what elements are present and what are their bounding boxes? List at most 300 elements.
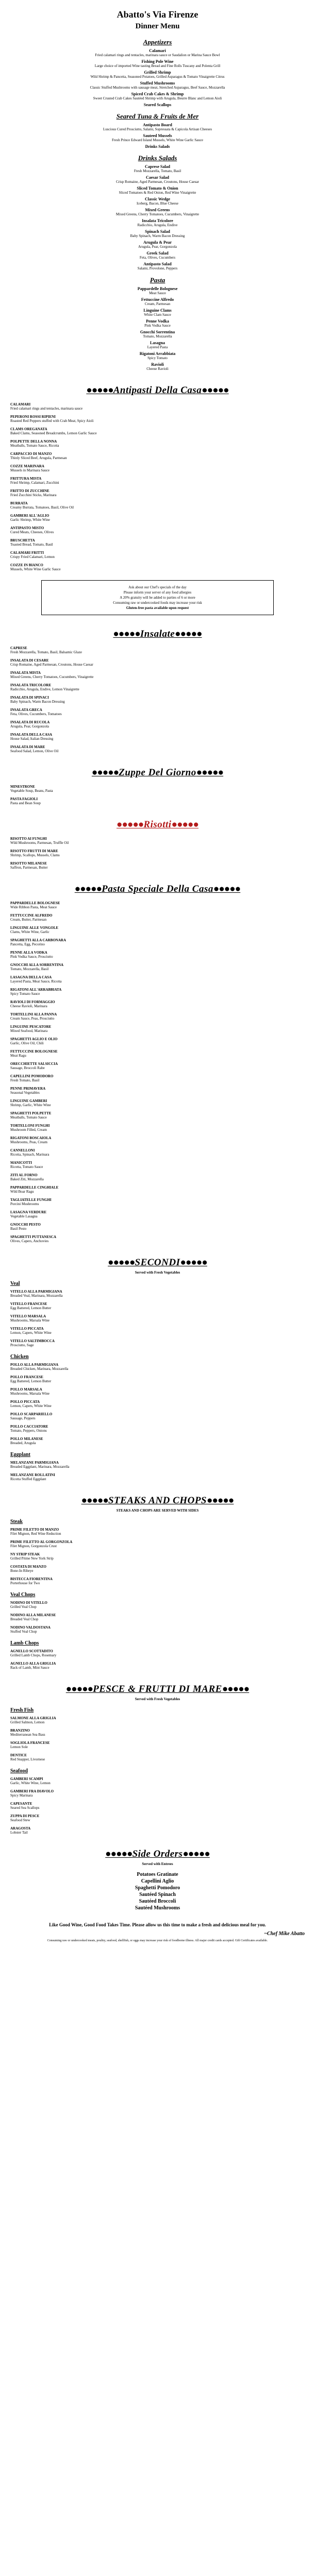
special-name: Penne Vodka	[146, 319, 169, 324]
dish-desc: Mussels, White Wine Garlic Sauce	[10, 567, 61, 571]
special-desc: Tomato, Mozzarella	[143, 334, 172, 338]
special-name: Greek Salad	[146, 251, 169, 256]
dish-desc: Saffron, Parmesan, Butter	[10, 866, 48, 870]
dish-name: ORECCHIETTE SALSICCIA	[10, 1062, 58, 1066]
special-desc: Sweet Crusted Crab Cakes Sautéed Shrimp with Arugula, Beurre Blanc and Lemon Aioli	[93, 96, 222, 100]
section-title-insalate	[10, 629, 305, 640]
menu-item	[10, 975, 305, 984]
dish-desc: Lemon, Capers, White Wine	[10, 1331, 52, 1335]
menu-item	[10, 1601, 305, 1609]
dish-desc: Mushrooms, Marsala Wine	[10, 1318, 49, 1323]
menu-item	[10, 1339, 305, 1348]
dish-name: RISOTTO FRUTTI DI MARE	[10, 849, 58, 853]
specials-heading: Drinks Salads	[138, 154, 177, 162]
dish-desc: Filet Mignon, Gorgonzola Crust	[10, 1544, 57, 1548]
dish-desc: Vegetable Soup, Beans, Pasta	[10, 789, 53, 793]
dish-name: SOGLIOLA FRANCESE	[10, 1741, 50, 1745]
special-name: Gnocchi Sorrentina	[140, 330, 175, 334]
menu-item	[10, 671, 305, 680]
dish-desc: Pink Vodka Sauce, Prosciutto	[10, 955, 53, 959]
dish-desc: Cured Meats, Cheeses, Olives	[10, 530, 54, 534]
dish-name: PENNE PRIMAVERA	[10, 1087, 46, 1091]
dish-desc: Sausage, Broccoli Rabe	[10, 1066, 45, 1070]
menu-item	[10, 1025, 305, 1033]
dish-desc: Breaded, Arugula	[10, 1441, 36, 1445]
menu-item	[10, 1753, 305, 1762]
side-item: Sautéed Spinach	[139, 1892, 176, 1897]
section-title-text: Risotti	[143, 819, 172, 830]
dish-desc: Wide Ribbon Pasta, Meat Sauce	[10, 905, 57, 909]
special-desc: Feta, Olives, Cucumbers	[139, 256, 176, 260]
special-desc: Cheese Ravioli	[146, 367, 169, 371]
dish-name: CLAMS OREGANATA	[10, 427, 47, 431]
dish-name: BURRATA	[10, 501, 28, 505]
specials-heading: Appetizers	[143, 38, 172, 46]
dish-desc: Tomato, Peppers, Onions	[10, 1429, 47, 1433]
title-dots: ●●●●●	[171, 819, 198, 830]
dish-name: SPAGHETTI PUTTANESCA	[10, 1235, 57, 1239]
menu-item	[10, 439, 305, 448]
section-title-text: STEAKS AND CHOPS	[108, 1495, 207, 1506]
dish-name: RAVIOLI DI FORMAGGIO	[10, 1000, 55, 1004]
menu-item	[10, 415, 305, 423]
menu-item	[10, 683, 305, 692]
dish-name: AGNELLO ALLA GRIGLIA	[10, 1662, 56, 1666]
section-title-zuppe	[10, 767, 305, 778]
title-dots: ●●●●●	[196, 767, 224, 778]
dish-name: NODINO ALLA MILANESE	[10, 1613, 56, 1617]
menu-item	[10, 1412, 305, 1421]
title-dots: ●●●●●	[105, 1849, 132, 1859]
menu-item	[10, 1613, 305, 1622]
dish-name: TORTELLINI ALLA PANNA	[10, 1012, 57, 1016]
title-dots: ●●●●●	[222, 1684, 250, 1694]
section-title-text: Insalate	[140, 629, 175, 639]
dish-desc: Red Snapper, Livornese	[10, 1757, 45, 1761]
category-title: Lamb Chops	[10, 1640, 39, 1646]
special-desc: Crisp Romaine, Aged Parmesan, Croutons, House Caesar	[116, 180, 199, 184]
dish-desc: Lemon, Capers, White Wine	[10, 1404, 52, 1408]
dish-desc: Pasta and Bean Soup	[10, 801, 41, 805]
menu-item	[10, 1528, 305, 1536]
special-desc: Arugula, Pear, Gorgonzola	[138, 245, 177, 249]
dish-name: FETTUCCINE BOLOGNESE	[10, 1049, 58, 1054]
title-dots: ●●●●●	[108, 1257, 135, 1268]
dish-name: CALAMARI	[10, 402, 31, 406]
category-title: Steak	[10, 1519, 23, 1524]
menu-item	[10, 1136, 305, 1145]
menu-item	[10, 720, 305, 729]
special-desc: Radicchio, Arugula, Endive	[137, 223, 178, 227]
dish-desc: Bone-In Ribeye	[10, 1569, 34, 1573]
menu-item	[10, 1161, 305, 1170]
side-item: Sautéed Mushrooms	[135, 1905, 180, 1911]
dish-name: INSALATA GRECA	[10, 708, 42, 712]
dish-name: LINGUINE GAMBERI	[10, 1099, 47, 1103]
category-title: Seafood	[10, 1768, 28, 1774]
category-title: Eggplant	[10, 1452, 30, 1458]
special-desc: Pink Vodka Sauce	[144, 324, 171, 328]
dish-desc: Crispy Fried Calamari, Lemon	[10, 555, 55, 559]
menu-item	[10, 913, 305, 922]
dish-name: CALAMARI FRITTI	[10, 551, 44, 555]
dish-name: LINGUINE PESCATORE	[10, 1025, 52, 1029]
special-name: Mixed Greens	[145, 208, 170, 212]
dish-name: RIGATONI ALL'ARRABBIATA	[10, 988, 62, 992]
special-desc: Salami, Provolone, Peppers	[137, 266, 178, 270]
menu-item	[10, 514, 305, 522]
menu-item	[10, 1012, 305, 1021]
menu-item	[10, 1716, 305, 1725]
dish-desc: Grilled Prime New York Strip	[10, 1556, 54, 1561]
dish-desc: Cheese Ravioli, Marinara	[10, 1004, 47, 1008]
special-name: Seared Scallops	[143, 103, 172, 107]
side-item: Capellini Aglio	[141, 1878, 174, 1884]
dish-name: NODINO DI VITELLO	[10, 1601, 47, 1605]
dish-desc: Seasonal Vegetables	[10, 1091, 40, 1095]
menu-name: Dinner Menu	[135, 22, 180, 30]
special-desc: Spicy Tomato	[147, 356, 168, 360]
section-title-text: Zuppe Del Giorno	[119, 767, 196, 778]
dish-desc: Mussels in Marinara Sauce	[10, 468, 50, 472]
dish-name: VITELLO SALTIMBOCCA	[10, 1339, 55, 1343]
title-dots: ●●●●●	[113, 629, 140, 639]
special-name: Calamari	[149, 48, 166, 53]
chef-name: Chef Mike Abatto	[267, 1931, 305, 1937]
dish-name: PAPPARDELLE CINGHIALE	[10, 1185, 59, 1190]
dish-name: GNOCCHI PESTO	[10, 1223, 41, 1227]
dish-desc: Egg Battered, Lemon Butter	[10, 1379, 52, 1383]
menu-item	[10, 1111, 305, 1120]
dish-desc: Porterhouse for Two	[10, 1581, 40, 1585]
title-dots: ●●●●●	[180, 1257, 207, 1268]
special-name: Spiced Crab Cakes & Shrimp	[131, 92, 184, 96]
dish-name: INSALATA TRICOLORE	[10, 683, 52, 687]
dish-desc: Seafood Salad, Lemon, Olive Oil	[10, 749, 59, 753]
menu-item	[10, 1099, 305, 1108]
menu-item	[10, 1074, 305, 1083]
dish-desc: Cream, Butter, Parmesan	[10, 918, 47, 922]
dish-desc: Prosciutto, Sage	[10, 1343, 34, 1347]
notice-line: Ask about our Chef's specials of the day	[128, 585, 187, 589]
dish-desc: Tomato, Mozzarella, Basil	[10, 967, 49, 971]
dish-desc: Grilled Salmon, Lemon	[10, 1720, 45, 1724]
dish-desc: Egg Battered, Lemon Butter	[10, 1306, 52, 1310]
dish-name: VITELLO MARSALA	[10, 1314, 46, 1318]
dish-name: SPAGHETTI ALLA CARBONARA	[10, 938, 67, 942]
special-desc: Cream, Parmesan	[144, 302, 171, 306]
menu-item	[10, 745, 305, 754]
dish-name: RISOTTO AI FUNGHI	[10, 837, 47, 841]
side-item: Spaghetti Pomodoro	[135, 1885, 180, 1891]
dish-name: DENTICE	[10, 1753, 27, 1757]
dish-name: INSALATA DI RUCOLA	[10, 720, 50, 724]
menu-item	[10, 1802, 305, 1810]
dish-desc: Basil Pesto	[10, 1227, 27, 1231]
dish-desc: Clams, White Wine, Garlic	[10, 930, 49, 934]
dish-name: CAPRESE	[10, 646, 27, 650]
dish-name: VITELLO PICCATA	[10, 1327, 44, 1331]
title-dots: ●●●●●	[117, 819, 144, 830]
dish-name: SPAGHETTI AGLIO E OLIO	[10, 1037, 58, 1041]
menu-item	[10, 646, 305, 655]
dish-desc: Stuffed Veal Chop	[10, 1630, 37, 1634]
category-title: Veal	[10, 1281, 20, 1286]
dish-name: ZUPPA DI PESCE	[10, 1814, 40, 1818]
dish-desc: Grilled Lamb Chops, Rosemary	[10, 1653, 57, 1657]
title-dots: ●●●●●	[175, 629, 202, 639]
menu-item	[10, 1037, 305, 1046]
dish-desc: Breaded Eggplant, Marinara, Mozzarella	[10, 1465, 70, 1469]
section-title-secondi	[10, 1257, 305, 1268]
dish-desc: Breaded Veal, Marinara, Mozzarella	[10, 1294, 63, 1298]
dish-name: POLLO SCARPARIELLO	[10, 1412, 53, 1416]
dish-name: LASAGNA VERDURE	[10, 1210, 47, 1214]
section-title-text: PESCE & FRUTTI DI MARE	[93, 1684, 222, 1694]
section-title-pasta_speciale	[10, 884, 305, 895]
dish-desc: Arugula, Pear, Gorgonzola	[10, 724, 49, 728]
dish-desc: Baked Ziti, Mozzarella	[10, 1177, 44, 1181]
dish-name: POLLO ALLA PARMIGIANA	[10, 1363, 59, 1367]
special-desc: Classic Stuffed Mushrooms with sausage meat, Stretched Asparagus, Beef Sauce, Mozzarella	[90, 86, 225, 90]
menu-item	[10, 1437, 305, 1446]
dish-name: PAPPARDELLE BOLOGNESE	[10, 901, 60, 905]
dish-desc: Ricotta, Spinach, Marinara	[10, 1153, 49, 1157]
dish-desc: Layered Pasta, Meat Sauce, Ricotta	[10, 979, 62, 984]
dish-name: COSTATA DI MANZO	[10, 1565, 47, 1569]
dish-desc: Mushrooms, Marsala Wine	[10, 1392, 49, 1396]
dish-desc: House Salad, Italian Dressing	[10, 737, 54, 741]
special-name: Fishing Pole Wine	[141, 59, 174, 64]
dish-name: AGNELLO SCOTTADITO	[10, 1649, 53, 1653]
menu-item	[10, 1577, 305, 1586]
notice-line: Please inform your server of any food allergies	[123, 590, 192, 595]
dish-name: FETTUCCINE ALFREDO	[10, 913, 53, 918]
steaks-note: STEAKS AND CHOPS ARE SERVED WITH SIDES	[116, 1509, 199, 1513]
special-name: Stuffed Mushrooms	[140, 81, 175, 86]
menu-item	[10, 785, 305, 793]
menu-item	[10, 861, 305, 870]
special-desc: Mixed Greens, Cherry Tomatoes, Cucumbers, Vinaigrette	[115, 212, 200, 216]
dish-name: COZZE IN BIANCO	[10, 563, 43, 567]
dish-desc: Roasted Red Peppers stuffed with Crab Meat, Spicy Aioli	[10, 419, 94, 423]
special-name: Caesar Salad	[146, 175, 169, 180]
side-item: Potatoes Gratinate	[137, 1872, 178, 1877]
menu-item	[10, 926, 305, 935]
menu-item	[10, 1327, 305, 1335]
special-desc: Fresh Prince Edward Island Mussels, White Wine Garlic Sauce	[112, 138, 203, 142]
dish-desc: Porcini Mushrooms	[10, 1202, 39, 1206]
menu-item	[10, 708, 305, 717]
special-name: Spinach Salad	[145, 229, 170, 234]
dish-desc: Breaded Chicken, Marinara, Mozzarella	[10, 1367, 69, 1371]
menu-item	[10, 1625, 305, 1634]
special-desc: Iceberg, Bacon, Blue Cheese	[137, 201, 178, 206]
title-dots: ●●●●●	[207, 1495, 234, 1506]
menu-item	[10, 1375, 305, 1384]
dish-name: MINESTRONE	[10, 785, 35, 789]
special-name: Insalata Tricolore	[142, 218, 173, 223]
specials-heading: Seared Tuna & Fruits de Mer	[116, 112, 199, 120]
dish-name: POLLO FRANCESE	[10, 1375, 43, 1379]
section-title-sides	[10, 1849, 305, 1860]
restaurant-name: Abatto's Via Firenze	[117, 9, 198, 20]
notice-bold: Gluten-free pasta available upon request	[126, 606, 189, 610]
section-title-text: Antipasti Della Casa	[113, 385, 202, 396]
menu-item	[10, 538, 305, 547]
dish-name: INSALATA DELLA CASA	[10, 733, 53, 737]
dish-name: TORTELLONI FUNGHI	[10, 1124, 50, 1128]
dish-desc: Mixed Seafood, Marinara	[10, 1029, 48, 1033]
footer	[10, 1922, 305, 1943]
dish-name: INSALATA DI SPINACI	[10, 696, 49, 700]
dish-desc: Baked Clams, Seasoned Breadcrumbs, Lemon Garlic Sauce	[10, 431, 97, 435]
dish-name: SALMONE ALLA GRIGLIA	[10, 1716, 56, 1720]
dish-name: SPAGHETTI POLPETTE	[10, 1111, 52, 1115]
specials-block	[10, 38, 305, 371]
menu-item	[10, 1552, 305, 1561]
dish-desc: Meat Ragu	[10, 1054, 26, 1058]
dish-name: GAMBERI ALL'AGLIO	[10, 514, 49, 518]
section-title-risotti	[10, 819, 305, 831]
menu-item	[10, 489, 305, 498]
special-name: Sliced Tomato & Onion	[137, 186, 178, 191]
section-title-text: SECONDI	[135, 1257, 180, 1268]
footer-message: Like Good Wine, Good Food Takes Time. Please allow us this time to make a fresh and delicious meal for you.	[49, 1922, 266, 1927]
dish-desc: Mediterranean Sea Bass	[10, 1733, 45, 1737]
special-desc: Layered Pasta	[147, 345, 168, 349]
title-dots: ●●●●●	[183, 1849, 210, 1859]
dish-name: VITELLO FRANCESE	[10, 1302, 47, 1306]
dish-name: GAMBERI FRA DIAVOLO	[10, 1789, 54, 1793]
dish-desc: Shrimp, Scallops, Mussels, Clams	[10, 853, 60, 857]
menu-item	[10, 1789, 305, 1798]
menu-item	[10, 1302, 305, 1311]
dish-name: PRIME FILETTO DI MANZO	[10, 1528, 59, 1532]
menu-item	[10, 951, 305, 959]
dish-desc: Garlic, Olive Oil, Chili	[10, 1041, 44, 1045]
title-dots: ●●●●●	[213, 884, 241, 894]
menu-item	[10, 1223, 305, 1231]
dish-desc: Meatballs, Tomato Sauce	[10, 1115, 47, 1120]
menu-item	[10, 1363, 305, 1371]
dish-desc: Toasted Bread, Tomato, Basil	[10, 543, 53, 547]
special-name: Lasagna	[150, 341, 165, 345]
dish-name: POLPETTE DELLA NONNA	[10, 439, 57, 444]
dish-name: COZZE MARINARA	[10, 464, 44, 468]
menu-item	[10, 696, 305, 704]
menu-item	[10, 1400, 305, 1409]
dish-desc: Radicchio, Arugula, Endive, Lemon Vinaigrette	[10, 687, 79, 691]
dish-desc: Fried Shrimp, Calamari, Zucchini	[10, 481, 59, 485]
dish-name: CAPESANTE	[10, 1802, 32, 1806]
dish-desc: Cream Sauce, Peas, Prosciutto	[10, 1016, 55, 1021]
menu-item	[10, 733, 305, 741]
dish-desc: Sausage, Peppers	[10, 1416, 36, 1420]
dish-desc: Wild Boar Ragu	[10, 1190, 34, 1194]
chef-signature: ~Chef Mike Abatto	[264, 1931, 305, 1937]
dish-desc: Ricotta Stuffed Eggplant	[10, 1477, 46, 1481]
special-name: Ravioli	[151, 362, 164, 367]
pesce-note: Served with Fresh Vegetables	[135, 1697, 180, 1701]
special-name: Caprese Salad	[145, 164, 170, 169]
dish-desc: Feta, Olives, Cucumbers, Tomatoes	[10, 712, 62, 716]
dish-name: LINGUINE ALLE VONGOLE	[10, 926, 59, 930]
dish-desc: Fried Zucchini Sticks, Marinara	[10, 493, 57, 497]
menu-item	[10, 1000, 305, 1009]
dish-name: RIGATONI BOSCAIOLA	[10, 1136, 52, 1140]
menu-item	[10, 1565, 305, 1573]
sides-list	[10, 1871, 305, 1911]
dish-name: POLLO MILANESE	[10, 1437, 43, 1441]
section-title-text: Pasta Speciale Della Casa	[102, 884, 213, 894]
dish-name: LASAGNA DELLA CASA	[10, 975, 52, 979]
dish-name: VITELLO ALLA PARMIGIANA	[10, 1290, 62, 1294]
dish-desc: Garlic, White Wine, Lemon	[10, 1781, 51, 1785]
dish-desc: Shrimp, Garlic, White Wine	[10, 1103, 51, 1107]
special-name: Sauteed Mussels	[143, 133, 172, 138]
menu-item	[10, 1814, 305, 1823]
notice-line: A 20% gratuity will be added to parties of 6 or more	[120, 596, 195, 600]
title-dots: ●●●●●	[74, 884, 102, 894]
menu-item	[10, 1124, 305, 1132]
special-name: Rigatoni Arrabbiata	[139, 351, 176, 356]
dish-desc: Crisp Romaine, Aged Parmesan, Croutons, House Caesar	[10, 663, 93, 667]
menu-item	[10, 526, 305, 535]
menu-item	[10, 1198, 305, 1207]
category-title: Fresh Fish	[10, 1707, 34, 1713]
title-dots: ●●●●●	[81, 1495, 108, 1506]
menu-item	[10, 1741, 305, 1750]
dish-name: PRIME FILETTO AL GORGONZOLA	[10, 1540, 73, 1544]
dish-name: INSALATA DI MARE	[10, 745, 45, 749]
menu-item	[10, 427, 305, 436]
menu-item	[10, 1387, 305, 1396]
special-desc: Fried calamari rings and tentacles, marinara sauce or Saudalion or Marina Sauce Bowl	[95, 53, 220, 57]
title-dots: ●●●●●	[202, 385, 229, 396]
dish-desc: Mushroom Filled, Cream	[10, 1128, 47, 1132]
dish-name: BISTECCA FIORENTINA	[10, 1577, 53, 1581]
special-name: Arugula & Pear	[143, 240, 172, 245]
dish-desc: Grilled Veal Chop	[10, 1605, 37, 1609]
special-name: Antipasto Salad	[143, 262, 172, 266]
menu-item	[10, 797, 305, 806]
menu-item	[10, 1148, 305, 1157]
footer-disclaimer: Consuming raw or undercooked meats, poultry, seafood, shellfish, or eggs may increase your risk of foodborne illness. All major credit cards accepted. Gift Certificates available.	[47, 1939, 268, 1942]
menu-item	[10, 1728, 305, 1737]
sides-note: Served with Entrees	[142, 1862, 173, 1866]
section-title-antipasti	[10, 385, 305, 396]
dish-desc: Vegetable Lasagna	[10, 1214, 38, 1218]
special-name: Pappardelle Bolognese	[137, 286, 178, 291]
dish-name: ANTIPASTO MISTO	[10, 526, 44, 530]
dish-desc: Olives, Capers, Anchovies	[10, 1239, 49, 1243]
dish-desc: Garlic Shrimp, White Wine	[10, 518, 50, 522]
menu-item	[10, 1235, 305, 1244]
menu-item	[10, 988, 305, 996]
dish-desc: Mushrooms, Peas, Cream	[10, 1140, 47, 1144]
section-title-steaks	[10, 1495, 305, 1506]
title-dots: ●●●●●	[91, 767, 119, 778]
dish-name: POLLO CACCIATORE	[10, 1425, 48, 1429]
dish-name: MANICOTTI	[10, 1161, 32, 1165]
menu-item	[10, 658, 305, 667]
dish-name: PEPERONI ROSSI RIPIENI	[10, 415, 56, 419]
menu-item	[10, 837, 305, 845]
dish-desc: Seared Sea Scallops	[10, 1806, 40, 1810]
dish-name: CANNELLONI	[10, 1148, 35, 1153]
dish-desc: Breaded Veal Chop	[10, 1617, 39, 1621]
